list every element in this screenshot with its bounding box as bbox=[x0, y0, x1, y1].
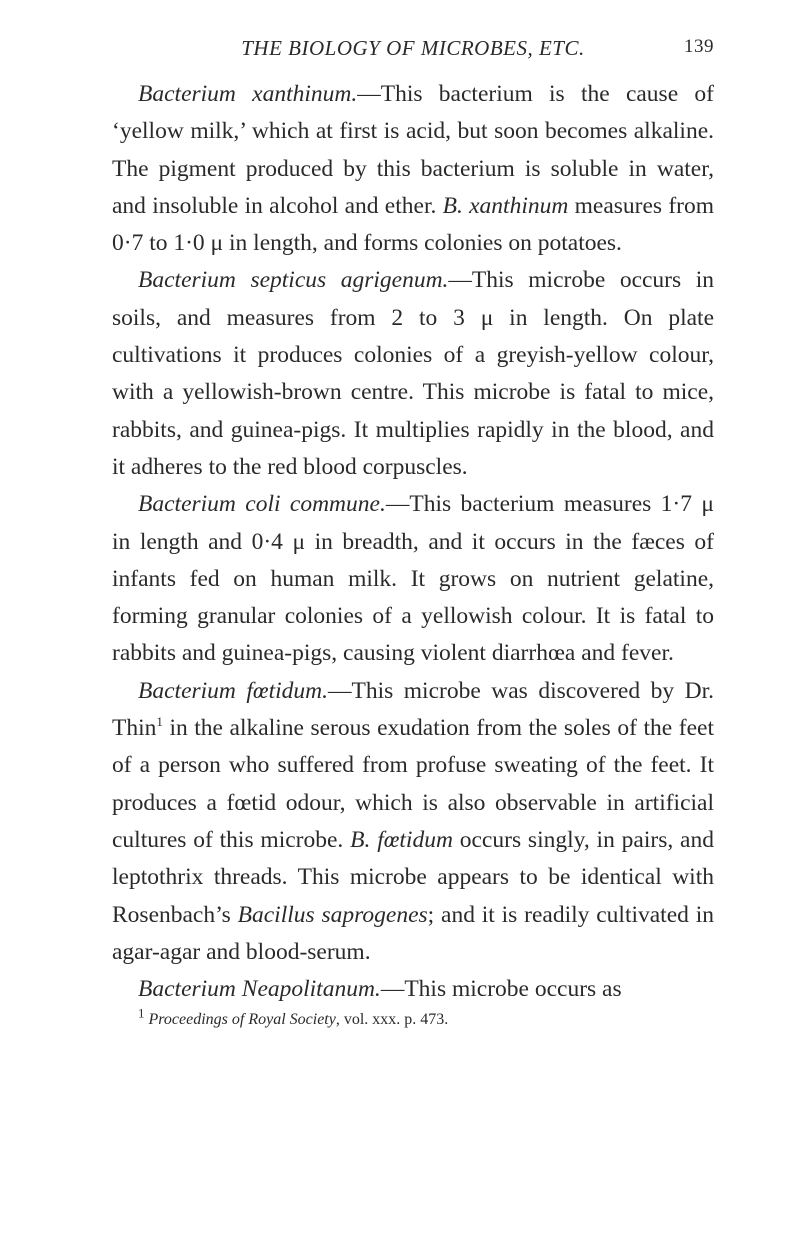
paragraph-text: ; and it is readily cultivated in agar-agar and blood-serum. bbox=[112, 901, 714, 965]
species-name: B. xanthinum bbox=[442, 192, 569, 219]
paragraph-bacterium-neapolitanum bbox=[112, 971, 714, 1008]
species-name: Bacterium coli commune. bbox=[138, 491, 386, 518]
body-text bbox=[112, 76, 714, 1008]
paragraph-text: —This microbe was discovered by Dr. Thin bbox=[112, 677, 714, 742]
footnote bbox=[112, 1006, 714, 1030]
footnote-marker: 1 bbox=[138, 1006, 145, 1022]
paragraph-bacterium-coli-commune bbox=[112, 486, 714, 672]
paragraph-text: measures from 0·7 to 1·0 μ in length, and forms colonies on potatoes. bbox=[112, 192, 714, 257]
paragraph-text: in the alkaline serous exudation from the soles of the feet of a person who suffered from profuse sweating of the feet. It produces a fœtid odour, which is also observable in artificial cultures of this microbe. bbox=[112, 715, 714, 853]
species-name: Bacterium fœtidum. bbox=[138, 677, 328, 704]
paragraph-text: —This microbe occurs in soils, and measures from 2 to 3 μ in length. On plate cultivations it produces colonies of a greyish-yellow colour, with a yellowish-brown centre. This microbe is fatal to mice, rabbits, and guinea-pigs. It multiplies rapidly in the blood, and it adheres to the red blood corpuscles. bbox=[112, 267, 714, 480]
species-name: Bacillus saprogenes bbox=[237, 901, 428, 928]
footnote-source-title: Proceedings of Royal Society bbox=[148, 1011, 336, 1029]
page-number: 139 bbox=[684, 36, 714, 57]
paragraph-bacterium-xanthinum bbox=[112, 76, 714, 262]
footnote-text: , vol. xxx. p. 473. bbox=[335, 1011, 449, 1029]
book-page bbox=[112, 30, 714, 1220]
species-name: Bacterium Neapolitanum. bbox=[138, 976, 381, 1003]
species-name: B. fœtidum bbox=[350, 826, 453, 853]
paragraph-text: —This bacterium measures 1·7 μ in length and 0·4 μ in breadth, and it occurs in the fæces of infants fed on human milk. It grows on nutrient gelatine, forming granular colonies of a yellowish colour. It is fatal to rabbits and guinea-pigs, causing violent diarrhœa and fever. bbox=[112, 491, 714, 667]
paragraph-bacterium-septicus-agrigenum bbox=[112, 262, 714, 486]
species-name: Bacterium septicus agrigenum. bbox=[138, 267, 449, 294]
running-header bbox=[112, 30, 714, 76]
paragraph-text: —This microbe occurs as bbox=[380, 976, 622, 1003]
species-name: Bacterium xanthinum. bbox=[138, 81, 358, 107]
footnote-reference: 1 bbox=[156, 714, 163, 730]
paragraph-text: —This bacterium is the cause of ‘yellow milk,’ which at first is acid, but soon becomes alkaline. The pigment produced by this bacterium is soluble in water, and insoluble in alcohol and ether. bbox=[112, 81, 714, 219]
paragraph-text: occurs singly, in pairs, and leptothrix threads. This microbe appears to be identical with Rosenbach’s bbox=[112, 826, 714, 928]
running-title: THE BIOLOGY OF MICROBES, ETC. bbox=[241, 36, 585, 60]
paragraph-bacterium-foetidum bbox=[112, 673, 714, 971]
